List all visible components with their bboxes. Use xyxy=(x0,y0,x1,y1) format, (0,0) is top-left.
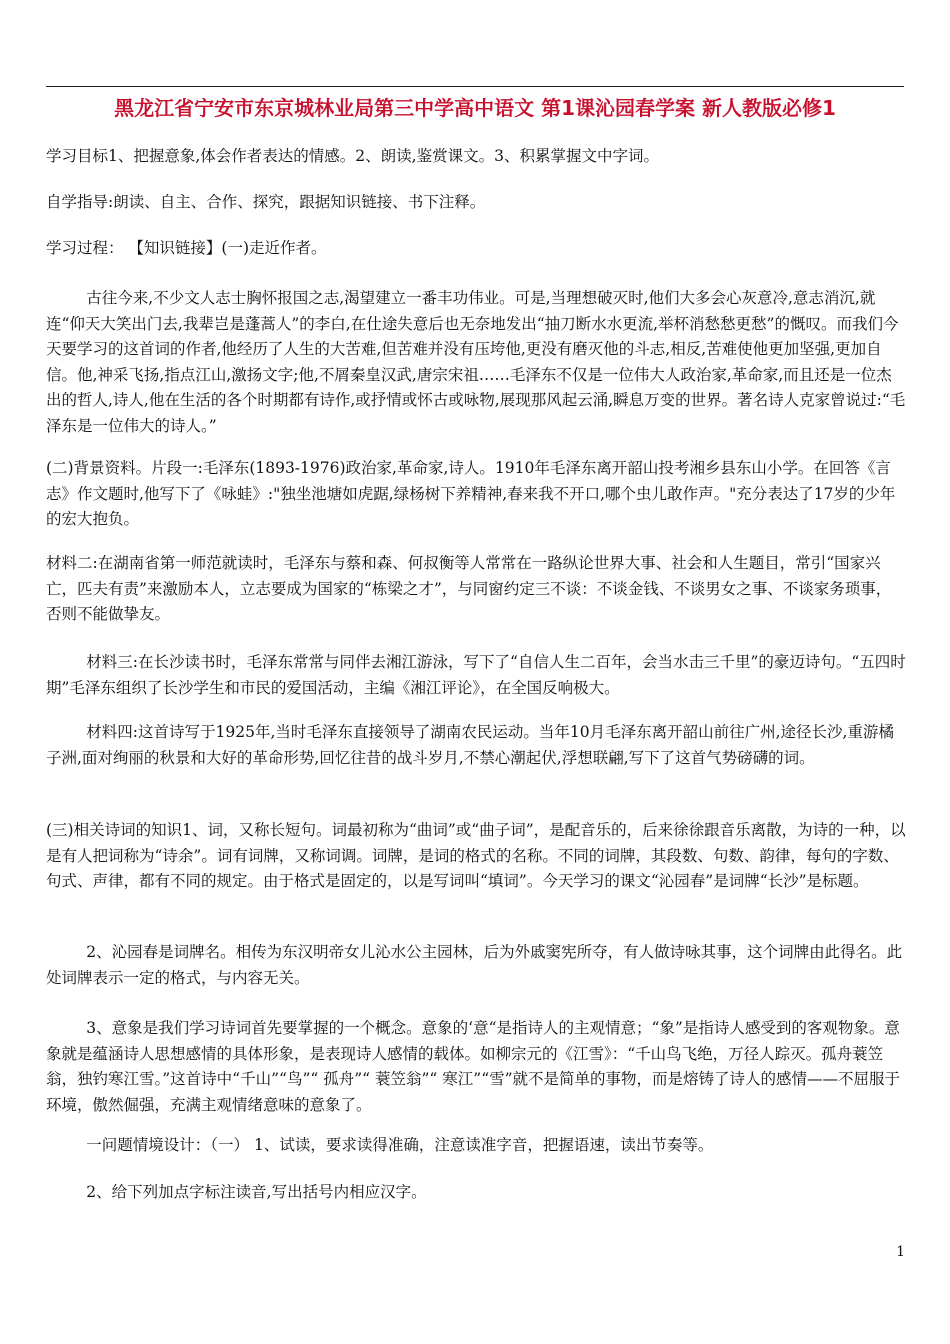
page-number: 1 xyxy=(896,1244,905,1260)
header-rule xyxy=(46,86,904,87)
phonetic-exercise: 2、给下列加点字标注读音,写出括号内相应汉字。 xyxy=(86,1183,427,1201)
material-two: 材料二:在湖南省第一师范就读时，毛泽东与蔡和森、何叔衡等人常常在一路纵论世界大事、社会和人生题目，常引“国家兴亡，匹夫有责”来激励本人，立志要成为国家的“栋梁之才”，与同窗约定三不谈：不谈金钱、不谈男女之事、不谈家务琐事，否则不能做挚友。 xyxy=(46,554,892,623)
learning-objectives: 学习目标1、把握意象,体会作者表达的情感。2、朗读,鉴赏课文。3、积累掌握文中字词。 xyxy=(46,147,659,165)
material-three: 材料三:在长沙读书时，毛泽东常常与同伴去湘江游泳，写下了“自信人生二百年，会当水击三千里”的豪迈诗句。“五四时期”毛泽东组织了长沙学生和市民的爱国活动，主编《湘江评论》，在全国反响极大。 xyxy=(46,653,906,697)
learning-process-heading: 学习过程： 【知识链接】(一)走近作者。 xyxy=(46,239,327,257)
poetry-knowledge-two: 2、沁园春是词牌名。相传为东汉明帝女儿沁水公主园林，后为外戚窦宪所夺，有人做诗咏其事，这个词牌由此得名。此处词牌表示一定的格式，与内容无关。 xyxy=(46,943,903,987)
document-title: 黑龙江省宁安市东京城林业局第三中学高中语文 第1课沁园春学案 新人教版必修1 xyxy=(114,96,836,120)
author-intro-paragraph: 古往今来,不少文人志士胸怀报国之志,渴望建立一番丰功伟业。可是,当理想破灭时,他们大多会心灰意冷,意志消沉,就连“仰天大笑出门去,我辈岂是蓬蒿人”的李白,在仕途失意后也无奈地发出“抽刀断水水更流,举杯消愁愁更愁”的慨叹。而我们今天要学习的这首词的作者,他经历了人生的大苦难,但苦难并没有压垮他,更没有磨灭他的斗志,相反,苦难使他更加坚强,更加自信。他,神采飞扬,指点江山,激扬文字;他,不屑秦皇汉武,唐宗宋祖……毛泽东不仅是一位伟大人政治家,革命家,而且还是一位杰出的哲人,诗人,他在生活的各个时期都有诗作,或抒情或怀古或咏物,展现那风起云涌,瞬息万变的世界。著名诗人克家曾说过:“毛泽东是一位伟大的诗人。” xyxy=(46,289,906,435)
poetry-knowledge-one: (三)相关诗词的知识1、词，又称长短句。词最初称为“曲词”或“曲子词”，是配音乐的，后来徐徐跟音乐离散，为诗的一种，以是有人把词称为“诗余”。词有词牌，又称词调。词牌，是词的格式的名称。不同的词牌，其段数、句数、韵律，每句的字数、句式、声律，都有不同的规定。由于格式是固定的，以是写词叫“填词”。今天学习的课文“沁园春”是词牌“长沙”是标题。 xyxy=(46,821,906,890)
problem-situation-design: 一问题情境设计：（一） 1、试读，要求读得准确，注意读准字音，把握语速，读出节奏等。 xyxy=(86,1136,714,1154)
material-four: 材料四:这首诗写于1925年,当时毛泽东直接领导了湖南农民运动。当年10月毛泽东离开韶山前往广州,途径长沙,重游橘子洲,面对绚丽的秋景和大好的革命形势,回忆往昔的战斗岁月,不禁心潮起伏,浮想联翩,写下了这首气势磅礴的词。 xyxy=(46,723,894,767)
self-study-guide: 自学指导:朗读、自主、合作、探究，跟据知识链接、书下注释。 xyxy=(46,193,486,211)
background-fragment-one: (二)背景资料。片段一:毛泽东(1893-1976)政治家,革命家,诗人。1910年毛泽东离开韶山投考湘乡县东山小学。在回答《言志》作文题时,他写下了《咏蛙》:"独坐池塘如虎踞,绿杨树下养精神,春来我不开口,哪个虫儿敢作声。"充分表达了17岁的少年的宏大抱负。 xyxy=(46,459,896,528)
poetry-knowledge-three: 3、意象是我们学习诗词首先要掌握的一个概念。意象的‘意“是指诗人的主观情意；“象”是指诗人感受到的客观物象。意象就是蕴涵诗人思想感情的具体形象，是表现诗人感情的载体。如柳宗元的《江雪》：“千山鸟飞绝，万径人踪灭。孤舟蓑笠翁，独钓寒江雪。”这首诗中“千山”“鸟”“ 孤舟”“ 蓑笠翁”“ 寒江”“雪”就不是简单的事物，而是熔铸了诗人的感情——不屈服于环境，傲然倔强，充满主观情绪意味的意象了。 xyxy=(46,1019,901,1114)
